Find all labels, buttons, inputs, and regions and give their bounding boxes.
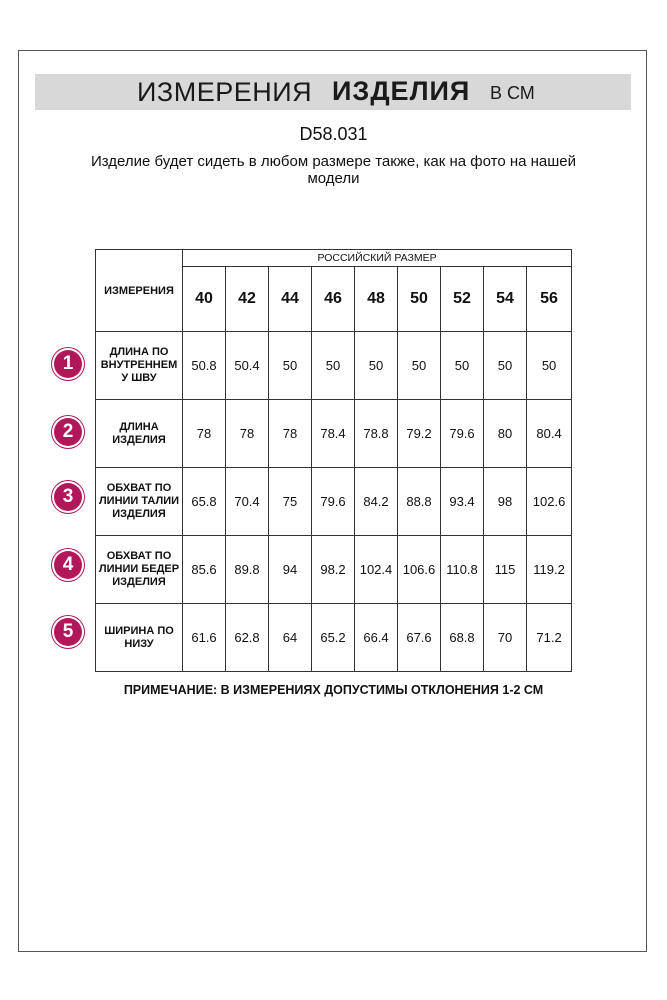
measurement-value: 79.6	[441, 400, 484, 468]
measurement-value: 119.2	[527, 536, 572, 604]
measurement-value: 50	[484, 332, 527, 400]
header-band	[35, 74, 631, 110]
fit-description: Изделие будет сидеть в любом размере также, как на фото на нашей модели	[90, 153, 577, 187]
measurement-value: 79.2	[398, 400, 441, 468]
measurement-label: ОБХВАТ ПО ЛИНИИ ТАЛИИ ИЗДЕЛИЯ	[96, 468, 183, 536]
size-header-cell: 42	[226, 267, 269, 332]
measurement-value: 84.2	[355, 468, 398, 536]
measurement-value: 102.4	[355, 536, 398, 604]
measurement-label: ШИРИНА ПО НИЗУ	[96, 604, 183, 672]
measurement-value: 110.8	[441, 536, 484, 604]
measurement-label: ДЛИНА ПО ВНУТРЕННЕМ У ШВУ	[96, 332, 183, 400]
measurement-value: 64	[269, 604, 312, 672]
measurement-value: 65.2	[312, 604, 355, 672]
measurement-value: 65.8	[183, 468, 226, 536]
measurement-value: 78.4	[312, 400, 355, 468]
size-system-label: РОССИЙСКИЙ РАЗМЕР	[183, 250, 572, 267]
size-header-cell: 46	[312, 267, 355, 332]
measurement-value: 80.4	[527, 400, 572, 468]
measurement-value: 50.8	[183, 332, 226, 400]
row-number-badge: 3	[54, 483, 82, 511]
table-corner-label: ИЗМЕРЕНИЯ	[96, 250, 183, 332]
measurement-value: 102.6	[527, 468, 572, 536]
measurement-value: 68.8	[441, 604, 484, 672]
measurement-label: ДЛИНА ИЗДЕЛИЯ	[96, 400, 183, 468]
size-table	[95, 249, 572, 672]
header-title-product: ИЗДЕЛИЯ	[332, 76, 471, 106]
measurement-value: 78	[183, 400, 226, 468]
header-title-measurements: ИЗМЕРЕНИЯ	[137, 77, 313, 107]
measurement-value: 106.6	[398, 536, 441, 604]
measurement-value: 78	[226, 400, 269, 468]
table-row	[96, 468, 572, 536]
measurement-value: 50.4	[226, 332, 269, 400]
table-row	[96, 332, 572, 400]
size-header-cell: 50	[398, 267, 441, 332]
measurement-value: 66.4	[355, 604, 398, 672]
measurement-value: 61.6	[183, 604, 226, 672]
measurement-value: 50	[269, 332, 312, 400]
measurement-value: 67.6	[398, 604, 441, 672]
row-number-badge: 4	[54, 551, 82, 579]
size-header-cell: 54	[484, 267, 527, 332]
measurement-value: 98.2	[312, 536, 355, 604]
row-number-badge: 2	[54, 418, 82, 446]
measurement-value: 70.4	[226, 468, 269, 536]
measurement-value: 89.8	[226, 536, 269, 604]
measurement-value: 71.2	[527, 604, 572, 672]
measurement-value: 80	[484, 400, 527, 468]
size-header-cell: 52	[441, 267, 484, 332]
table-row	[96, 604, 572, 672]
measurement-value: 78.8	[355, 400, 398, 468]
measurement-label: ОБХВАТ ПО ЛИНИИ БЕДЕР ИЗДЕЛИЯ	[96, 536, 183, 604]
measurement-value: 75	[269, 468, 312, 536]
size-header-cell: 56	[527, 267, 572, 332]
header-units: В СМ	[490, 83, 535, 103]
measurement-value: 62.8	[226, 604, 269, 672]
measurement-value: 50	[527, 332, 572, 400]
measurement-value: 50	[312, 332, 355, 400]
row-number-badge: 1	[54, 350, 82, 378]
measurement-value: 85.6	[183, 536, 226, 604]
measurement-value: 94	[269, 536, 312, 604]
measurement-value: 50	[355, 332, 398, 400]
measurement-value: 70	[484, 604, 527, 672]
table-row	[96, 400, 572, 468]
measurement-value: 115	[484, 536, 527, 604]
measurement-value: 79.6	[312, 468, 355, 536]
product-code: D58.031	[299, 124, 368, 144]
size-header-cell: 44	[269, 267, 312, 332]
measurement-value: 50	[398, 332, 441, 400]
row-number-badge: 5	[54, 618, 82, 646]
table-row	[96, 536, 572, 604]
measurement-value: 78	[269, 400, 312, 468]
size-header-cell: 40	[183, 267, 226, 332]
measurement-value: 93.4	[441, 468, 484, 536]
tolerance-note: ПРИМЕЧАНИЕ: В ИЗМЕРЕНИЯХ ДОПУСТИМЫ ОТКЛОНЕНИЯ 1-2 СМ	[123, 683, 544, 697]
size-header-cell: 48	[355, 267, 398, 332]
measurement-value: 98	[484, 468, 527, 536]
measurement-value: 88.8	[398, 468, 441, 536]
measurement-value: 50	[441, 332, 484, 400]
